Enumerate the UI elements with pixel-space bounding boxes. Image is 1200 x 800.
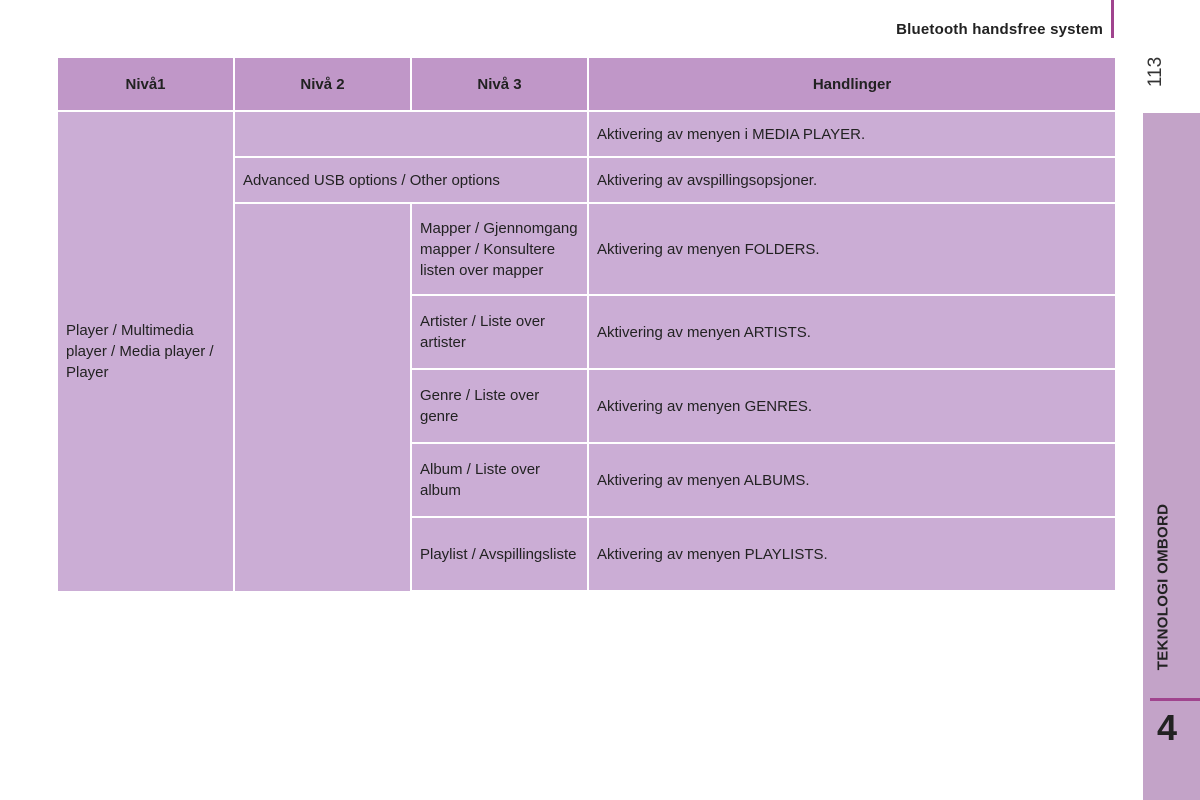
table-row: [57, 111, 1116, 157]
header-actions: Handlinger: [588, 57, 1116, 111]
chapter-side-label: TEKNOLOGI OMBORD: [1154, 503, 1172, 671]
action-cell: Aktivering av menyen i MEDIA PLAYER.: [588, 111, 1116, 157]
header-level2: Nivå 2: [234, 57, 411, 111]
level1-cell: Player / Multimedia player / Media player / Player: [57, 111, 234, 592]
level1-blank-cell: [234, 111, 588, 157]
page-number: 113: [1145, 56, 1166, 88]
level3-cell: Artister / Liste over artister: [411, 295, 588, 369]
level3-cell: Mapper / Gjennomgang mapper / Konsultere listen over mapper: [411, 203, 588, 295]
header-level1: Nivå1: [57, 57, 234, 111]
action-cell: Aktivering av menyen GENRES.: [588, 369, 1116, 443]
chapter-side-tab: [1143, 113, 1200, 800]
action-cell: Aktivering av menyen ALBUMS.: [588, 443, 1116, 517]
level2-blank-cell: [234, 203, 411, 592]
table-header-row: [57, 57, 1116, 111]
header-accent-rule: [1111, 0, 1114, 38]
action-cell: Aktivering av menyen PLAYLISTS.: [588, 517, 1116, 591]
level3-cell: Genre / Liste over genre: [411, 369, 588, 443]
level3-cell: Album / Liste over album: [411, 443, 588, 517]
action-cell: Aktivering av menyen FOLDERS.: [588, 203, 1116, 295]
running-header-title: Bluetooth handsfree system: [896, 21, 1103, 38]
chapter-divider: [1150, 698, 1200, 701]
header-level3: Nivå 3: [411, 57, 588, 111]
level3-cell: Playlist / Avspillingsliste: [411, 517, 588, 591]
level2-cell: Advanced USB options / Other options: [234, 157, 588, 203]
action-cell: Aktivering av avspillingsopsjoner.: [588, 157, 1116, 203]
action-cell: Aktivering av menyen ARTISTS.: [588, 295, 1116, 369]
menu-structure-table: [56, 56, 1117, 593]
chapter-number: 4: [1156, 707, 1178, 748]
